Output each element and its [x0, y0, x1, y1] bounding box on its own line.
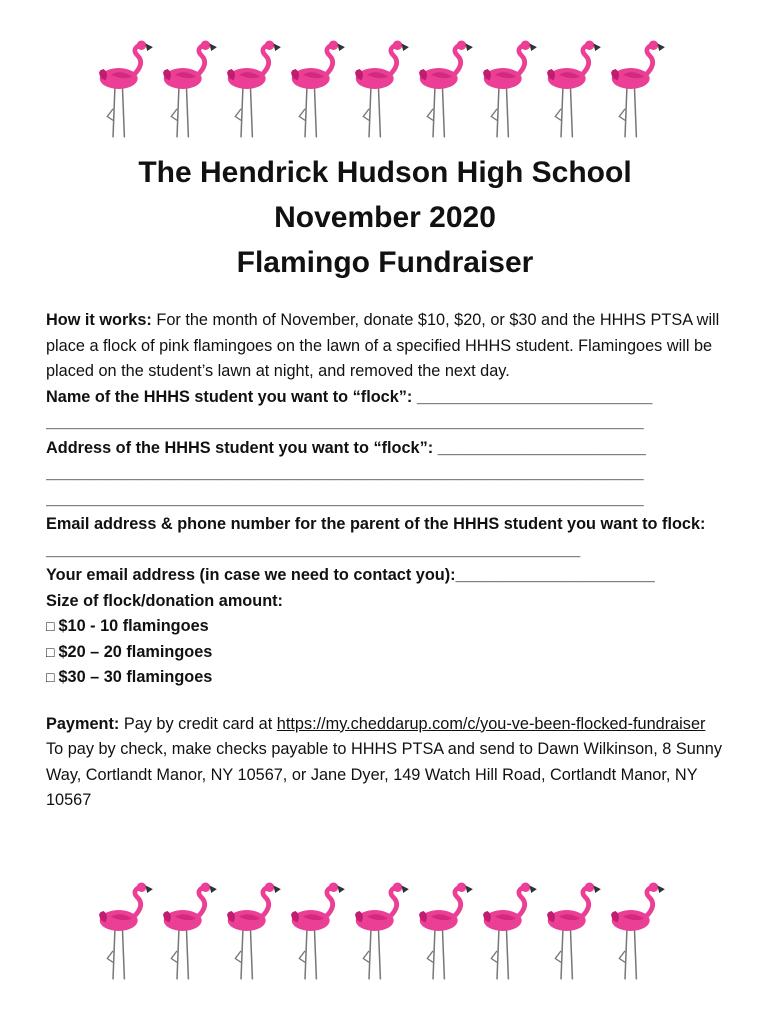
flamingo-icon: [163, 41, 217, 138]
page-title: [0, 150, 770, 285]
flamingo-icon: [547, 883, 601, 980]
flamingo-row-icon: [90, 38, 680, 138]
student-address-blank[interactable]: _______________________: [437, 438, 646, 457]
student-name-label: Name of the HHHS student you want to “flock”:: [46, 387, 413, 406]
flamingo-icon: [419, 41, 473, 138]
title-line-event: Flamingo Fundraiser: [236, 246, 534, 279]
flamingo-icon: [99, 41, 153, 138]
flamingo-icon: [355, 41, 409, 138]
option-10[interactable]: [46, 614, 736, 640]
student-name-blank-line[interactable]: __________________________________________________________________: [46, 413, 644, 431]
option-10-label: $10 - 10 flamingoes: [58, 617, 209, 635]
flamingo-icon: [419, 883, 473, 980]
checkbox-icon[interactable]: □: [46, 669, 55, 685]
flamingo-icon: [547, 41, 601, 138]
check-payment-paragraph: To pay by check, make checks payable to HHHS PTSA and send to Dawn Wilkinson, 8 Sunny Way, Cortlandt Manor, NY 10567, or Jane Dyer, 149 Watch Hill Road, Cortlandt Manor, NY 10567: [46, 740, 723, 809]
option-30[interactable]: [46, 665, 736, 691]
option-30-label: $30 – 30 flamingoes: [58, 668, 213, 686]
flamingo-icon: [227, 41, 281, 138]
title-line-date: November 2020: [274, 201, 496, 234]
payment-link[interactable]: https://my.cheddarup.com/c/you-ve-been-flocked-fundraiser: [276, 714, 706, 733]
checkbox-icon[interactable]: □: [46, 618, 55, 634]
your-email-label: Your email address (in case we need to contact you):: [46, 566, 456, 584]
parent-contact-label: Email address & phone number for the parent of the HHHS student you want to flock:: [46, 515, 706, 533]
top-flamingo-border: [90, 38, 680, 138]
flamingo-icon: [291, 883, 345, 980]
how-it-works-text: For the month of November, donate $10, $20, or $30 and the HHHS PTSA will place a flock of pink flamingoes on the lawn of a specified HHHS student. Flamingoes will be placed on the student’s lawn at night, and removed the next day.: [46, 311, 720, 380]
flamingo-icon: [355, 883, 409, 980]
flamingo-icon: [163, 883, 217, 980]
student-address-blank-line-1[interactable]: __________________________________________________________________: [46, 464, 644, 482]
flamingo-icon: [611, 41, 665, 138]
flamingo-icon: [611, 883, 665, 980]
checkbox-icon[interactable]: □: [46, 643, 55, 660]
your-email-blank[interactable]: ______________________: [455, 566, 655, 584]
option-20[interactable]: [46, 640, 736, 666]
flamingo-row-icon: [90, 880, 680, 980]
flamingo-icon: [483, 41, 537, 138]
parent-contact-blank[interactable]: ___________________________________________________________: [46, 540, 581, 559]
title-line-school: The Hendrick Hudson High School: [138, 156, 632, 189]
flamingo-icon: [483, 883, 537, 980]
donation-options: [46, 614, 736, 691]
how-it-works-label: How it works:: [46, 311, 152, 329]
parent-contact-field[interactable]: [46, 512, 736, 563]
flamingo-icon: [291, 41, 345, 138]
student-address-field[interactable]: [46, 436, 736, 462]
form-body: [46, 308, 736, 814]
student-name-field[interactable]: [46, 385, 736, 411]
student-address-blank-line-2[interactable]: __________________________________________________________________: [46, 489, 644, 508]
bottom-flamingo-border: [90, 880, 680, 980]
size-label: Size of flock/donation amount:: [46, 591, 283, 610]
payment-paragraph: [46, 712, 736, 738]
your-email-field[interactable]: [46, 563, 736, 589]
payment-label: Payment:: [46, 714, 120, 733]
student-address-label: Address of the HHHS student you want to “flock”:: [46, 438, 434, 457]
how-it-works-paragraph: [46, 308, 736, 385]
payment-text: Pay by credit card at: [123, 714, 273, 733]
option-20-label: $20 – 20 flamingoes: [58, 642, 213, 661]
student-name-blank[interactable]: __________________________: [416, 387, 653, 406]
flamingo-icon: [227, 883, 281, 980]
flamingo-icon: [99, 883, 153, 980]
